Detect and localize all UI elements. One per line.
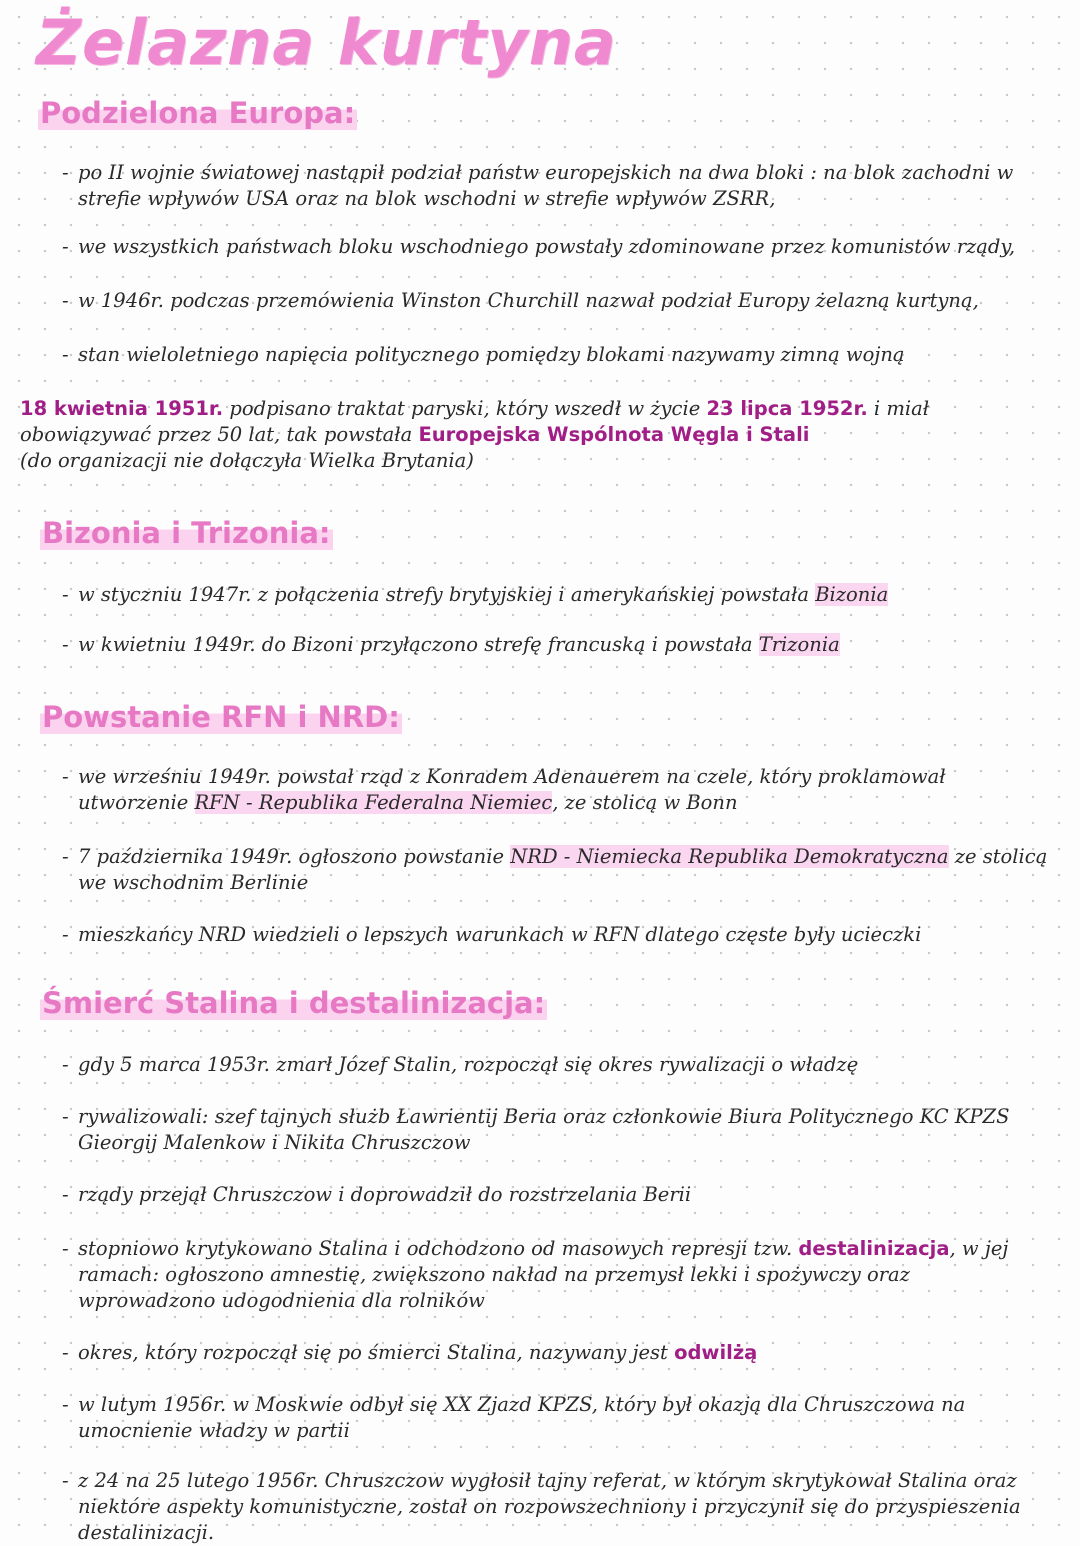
list-item: - mieszkańcy NRD wiedzieli o lepszych warunkach w RFN dlatego częste były ucieczki <box>78 922 1053 948</box>
heading-bizonia-trizonia: Bizonia i Trizonia: <box>42 516 331 550</box>
list-item: - we wszystkich państwach bloku wschodniego powstały zdominowane przez komunistów rządy, <box>78 234 1053 260</box>
heading-divided-europe: Podzielona Europa: <box>40 96 356 130</box>
trizonia-term: Trizonia <box>758 633 840 656</box>
list-item: - rządy przejął Chruszczow i doprowadził do rozstrzelania Berii <box>78 1182 1053 1208</box>
thaw-term: odwilżą <box>674 1341 758 1364</box>
heading-stalin-death: Śmierć Stalina i destalinizacja: <box>42 986 546 1020</box>
treaty-date-effective: 23 lipca 1952r. <box>706 397 868 420</box>
list-item: - rywalizowali: szef tajnych służb Ławrientij Beria oraz członkowie Biura Politycznego KC KPZS Gieorgij Malenkow i Nikita Chruszczow <box>78 1104 1053 1156</box>
list-item: - w styczniu 1947r. z połączenia strefy brytyjskiej i amerykańskiej powstała Bizonia <box>78 582 1053 608</box>
list-item: - w 1946r. podczas przemówienia Winston Churchill nazwał podział Europy żelazną kurtyną, <box>78 288 1053 314</box>
ecsc-term: Europejska Wspólnota Węgla i Stali <box>418 423 810 446</box>
list-item: - w lutym 1956r. w Moskwie odbył się XX Zjazd KPZS, który był okazją dla Chruszczowa na umocnienie władzy w partii <box>78 1392 1053 1444</box>
list-item: - stopniowo krytykowano Stalina i odchodzono od masowych represji tzw. destalinizacja, w jej ramach: ogłoszono amnestię, zwiększono nakład na przemysł lekki i spożywczy oraz wprowadzono udogodnienia dla rolników <box>78 1236 1053 1314</box>
page-title: Żelazna kurtyna <box>36 6 617 79</box>
list-item: - we wrześniu 1949r. powstał rząd z Konradem Adenauerem na czele, który proklamował utworzenie RFN - Republika Federalna Niemiec, ze stolicą w Bonn <box>78 764 1053 816</box>
bizonia-term: Bizonia <box>815 583 889 606</box>
nrd-term: NRD - Niemiecka Republika Demokratyczna <box>510 845 949 868</box>
treaty-date-signed: 18 kwietnia 1951r. <box>20 397 224 420</box>
rfn-term: RFN - Republika Federalna Niemiec <box>194 791 553 814</box>
list-item: - z 24 na 25 lutego 1956r. Chruszczow wygłosił tajny referat, w którym skrytykował Stalina oraz niektóre aspekty komunistyczne, został on rozpowszechniony i przyczynił się do przyspieszenia destalinizacji. <box>78 1468 1053 1546</box>
list-item: - po II wojnie światowej nastąpił podział państw europejskich na dwa bloki : na blok zachodni w strefie wpływów USA oraz na blok wschodni w strefie wpływów ZSRR, <box>78 160 1053 212</box>
list-item: - w kwietniu 1949r. do Bizoni przyłączono strefę francuską i powstała Trizonia <box>78 632 1053 658</box>
treaty-paragraph: 18 kwietnia 1951r. podpisano traktat paryski, który wszedł w życie 23 lipca 1952r. i miał obowiązywać przez 50 lat, tak powstała Europejska Wspólnota Węgla i Stali (do organizacji nie dołączyła Wielka Brytania) <box>20 397 930 472</box>
list-item: - gdy 5 marca 1953r. zmarł Józef Stalin, rozpoczął się okres rywalizacji o władzę <box>78 1052 1053 1078</box>
list-item: - okres, który rozpoczął się po śmierci Stalina, nazywany jest odwilżą <box>78 1340 1053 1366</box>
treaty-note: (do organizacji nie dołączyła Wielka Brytania) <box>20 449 474 472</box>
list-item: - 7 października 1949r. ogłoszono powstanie NRD - Niemiecka Republika Demokratyczna ze stolicą we wschodnim Berlinie <box>78 844 1053 896</box>
destalinization-term: destalinizacja <box>798 1237 950 1260</box>
heading-rfn-nrd: Powstanie RFN i NRD: <box>42 700 400 734</box>
list-item: - stan wieloletniego napięcia politycznego pomiędzy blokami nazywamy zimną wojną <box>78 342 1053 368</box>
